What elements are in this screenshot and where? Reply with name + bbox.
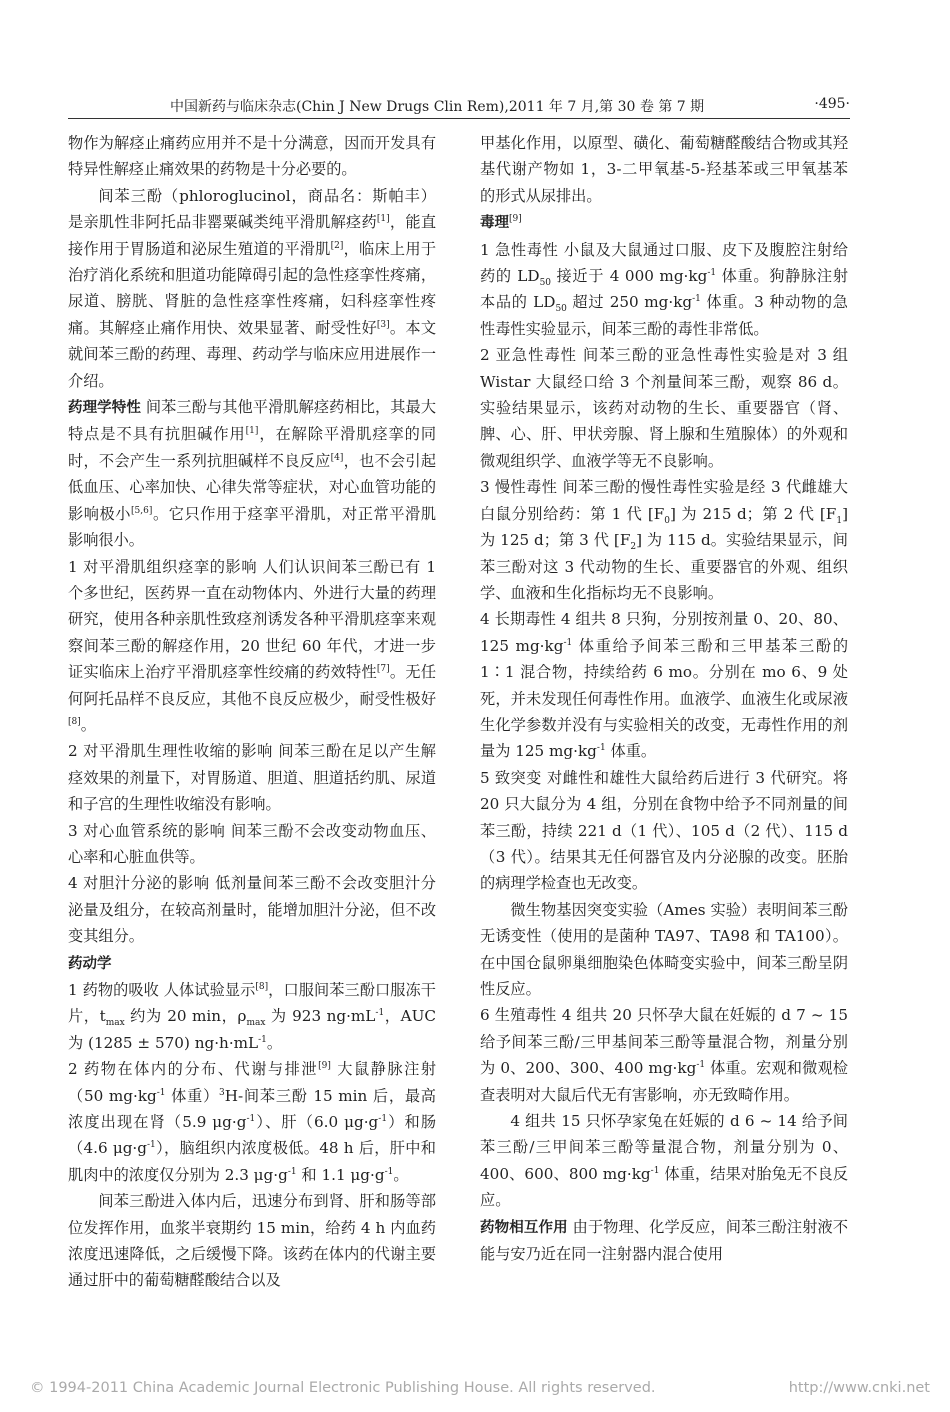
paragraph: 4 组共 15 只怀孕家兔在妊娠的 d 6 ~ 14 给予间苯三酚/三甲间苯三酚等量混合物，剂量分别为 0、400、600、800 $mg\cdot kg^{-1}$ 体重，结果对胎兔无不良反应。: [480, 1112, 848, 1210]
paragraph: 1 药物的吸收 人体试验显示[8]，口服间苯三酚口服冻干片，$t_{max}$ 约为 20 min，$\rho_{max}$ 为 923 $ng\cdot mL^{-1}$，AUC 为 (1285 ± 570) $ng\cdot h\cdot mL^{-1}$。: [68, 981, 436, 1052]
paragraph: 2 药物在体内的分布、代谢与排泄[9] 大鼠静脉注射（50 $mg\cdot kg^{-1}$ 体重）$^3$H-间苯三酚 15 min 后，最高浓度出现在肾（5.9 $\mu g\cdot g^{-1}$）、肝（6.0 $\mu g\cdot g^{-1}$）和肠（4.6 $\mu g\cdot g^{-1}$），脑组织内浓度极低。48 h 后，肝中和肌肉中的浓度仅分别为 2.3 $\mu g\cdot g^{-1}$ 和 1.1 $\mu g\cdot g^{-1}$。: [68, 1060, 436, 1184]
paragraph: 4 对胆汁分泌的影响 低剂量间苯三酚不会改变胆汁分泌量及组分，在较高剂量时，能增加胆汁分泌，但不改变其组分。: [68, 874, 436, 946]
paragraph: 间苯三酚进入体内后，迅速分布到肾、肝和肠等部位发挥作用，血浆半衰期约 15 min，给药 4 h 内血药浓度迅速降低，之后缓慢下降。该药在体内的代谢主要通过肝中的葡萄糖醛酸结合以及: [68, 1192, 436, 1290]
copyright-text: © 1994-2011 China Academic Journal Electronic Publishing House. All rights reserved.: [30, 1380, 656, 1396]
paragraph: 2 亚急性毒性 间苯三酚的亚急性毒性实验是对 3 组 Wistar 大鼠经口给 3 个剂量间苯三酚，观察 86 d。实验结果显示，该药对动物的生长、重要器官（肾、脾、心、肝、甲状旁腺、肾上腺和生殖腺体）的外观和微观组织学、血液学等无不良影响。: [480, 346, 848, 470]
paragraph: 3 慢性毒性 间苯三酚的慢性毒性实验是经 3 代雌雄大白鼠分别给药：第 1 代 $[F_0]$ 为 215 d；第 2 代 $[F_1]$ 为 125 d；第 3 代 $[F_2]$ 为 115 d。实验结果显示，间苯三酚对这 3 代动物的生长、重要器官的外观、组织学、血液和生化指标均无不良影响。: [480, 478, 848, 602]
running-header: [0, 92, 950, 120]
paragraph: 5 致突变 对雌性和雄性大鼠给药后进行 3 代研究。将 20 只大鼠分为 4 组，分别在食物中给予不同剂量的间苯三酚，持续 221 d（1 代）、105 d（2 代）、115 d（3 代）。结果其无任何器官及内分泌腺的改变。胚胎的病理学检查也无改变。: [480, 768, 848, 893]
section-heading: 毒理: [480, 215, 509, 232]
copyright-footer: [30, 1380, 930, 1396]
right-column: [480, 130, 848, 1300]
paragraph: 药理学特性 间苯三酚与其他平滑肌解痉药相比，其最大特点是不具有抗胆碱作用[1]，在解除平滑肌痉挛的同时，不会产生一系列抗胆碱样不良反应[4]，也不会引起低血压、心率加快、心律失常等症状，对心血管功能的影响极小[5,6]。它只作用于痉挛平滑肌，对正常平滑肌影响很小。: [68, 398, 436, 550]
paragraph: 物作为解痉止痛药应用并不是十分满意，因而开发具有特异性解痉止痛效果的药物是十分必要的。: [68, 134, 436, 179]
paragraph: 微生物基因突变实验（Ames 实验）表明间苯三酚无诱变性（使用的是菌种 TA97、TA98 和 TA100）。在中国仓鼠卵巢细胞染色体畸变实验中，间苯三酚呈阴性反应。: [480, 900, 848, 998]
left-column: [68, 130, 436, 1300]
paragraph: 1 对平滑肌组织痉挛的影响 人们认识间苯三酚已有 1 个多世纪，医药界一直在动物体内、外进行大量的药理研究，使用各种亲肌性致痉剂诱发各种平滑肌痉挛来观察间苯三酚的解痉作用，20 世纪 60 年代，才进一步证实临床上治疗平滑肌痉挛性绞痛的药效特性[7]。无任何阿托品样不良反应，其他不良反应极少，耐受性极好[8]。: [68, 557, 436, 734]
journal-citation: 中国新药与临床杂志(Chin J New Drugs Clin Rem),2011 年 7 月,第 30 卷 第 7 期: [170, 99, 705, 115]
footer-url[interactable]: http://www.cnki.net: [788, 1380, 930, 1396]
section-heading: 药物相互作用: [480, 1219, 568, 1236]
section-heading: 药理学特性: [68, 400, 141, 417]
paragraph: 药物相互作用 由于物理、化学反应，间苯三酚注射液不能与安乃近在同一注射器内混合使用: [480, 1217, 848, 1264]
section-heading: 药动学: [68, 955, 112, 972]
section-heading-line: [68, 950, 436, 977]
paragraph: 3 对心血管系统的影响 间苯三酚不会改变动物血压、心率和心脏血供等。: [68, 821, 436, 866]
paragraph: 2 对平滑肌生理性收缩的影响 间苯三酚在足以产生解痉效果的剂量下，对胃肠道、胆道、胆道括约肌、尿道和子宫的生理性收缩没有影响。: [68, 742, 436, 814]
page-number: ·495·: [814, 96, 850, 112]
paragraph: 甲基化作用，以原型、磺化、葡萄糖醛酸结合物或其羟基代谢产物如 1，3-二甲氧基-5-羟基苯或三甲氧基苯的形式从尿排出。: [480, 134, 848, 205]
header-rule: [68, 118, 850, 119]
section-heading-line: 毒理[9]: [480, 214, 522, 232]
paragraph: 间苯三酚（phloroglucinol，商品名：斯帕丰）是亲肌性非阿托品非罂粟碱类纯平滑肌解痉药[1]，能直接作用于胃肠道和泌尿生殖道的平滑肌[2]，临床上用于治疗消化系统和胆道功能障碍引起的急性痉挛性疼痛，尿道、膀胱、肾脏的急性痉挛性疼痛，妇科痉挛性疼痛。其解痉止痛作用快、效果显著、耐受性好[3]。本文就间苯三酚的药理、毒理、药动学与临床应用进展作一介绍。: [68, 186, 436, 390]
paragraph: 6 生殖毒性 4 组共 20 只怀孕大鼠在妊娠的 d 7 ~ 15 给予间苯三酚/三甲基间苯三酚等量混合物，剂量分别为 0、200、300、400 $mg\cdot kg^{-1}$ 体重。宏观和微观检查表明对大鼠后代无有害影响，亦无致畸作用。: [480, 1006, 848, 1104]
paragraph: 4 长期毒性 4 组共 8 只狗，分别按剂量 0、20、80、125 $mg\cdot kg^{-1}$ 体重给予间苯三酚和三甲基苯三酚的 1∶1 混合物，持续给药 6 mo。分别在 mo 6、9 处死，并未发现任何毒性作用。血液学、血液生化或尿液生化学参数并没有与实验相关的改变，无毒性作用的剂量为 125 $mg\cdot kg^{-1}$ 体重。: [480, 610, 848, 761]
paragraph: 1 急性毒性 小鼠及大鼠通过口服、皮下及腹腔注射给药的 $LD_{50}$ 接近于 4 000 $mg\cdot kg^{-1}$ 体重。狗静脉注射本品的 $LD_{50}$ 超过 250 $mg\cdot kg^{-1}$ 体重。3 种动物的急性毒性实验显示，间苯三酚的毒性非常低。: [480, 240, 848, 338]
